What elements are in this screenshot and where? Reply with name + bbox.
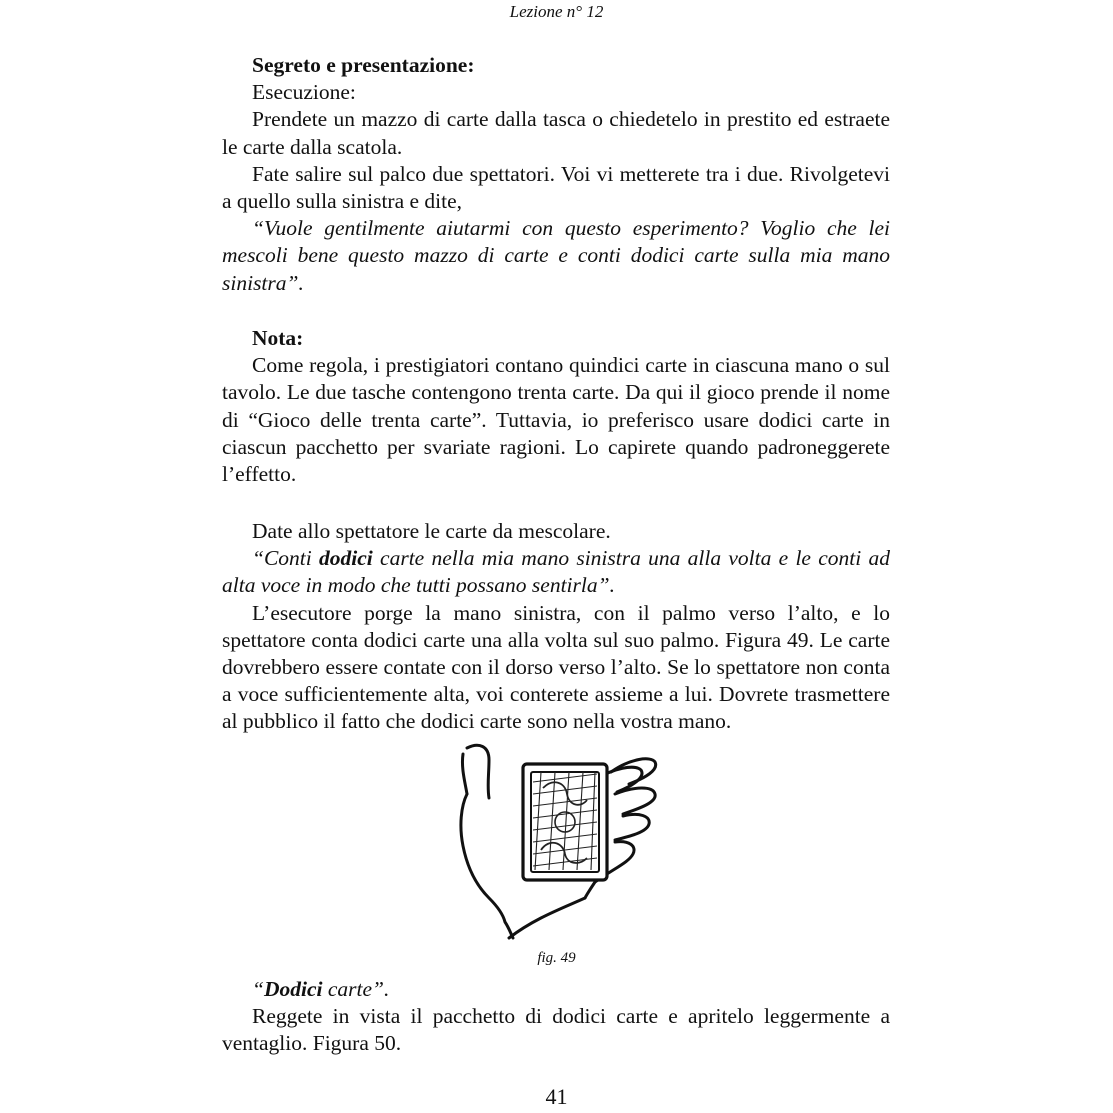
- figure-hand-with-cards: [445, 742, 665, 942]
- quote-text: carte”.: [322, 977, 390, 1001]
- quote-mark: “: [252, 977, 264, 1001]
- section-heading: Segreto e presentazione:: [252, 53, 475, 77]
- quote-paragraph: [222, 976, 890, 1003]
- paragraph: Fate salire sul palco due spettatori. Voi vi metterete tra i due. Rivolgetevi a quello sulla sinistra e dite,: [222, 161, 890, 214]
- page-number: 41: [545, 1084, 568, 1109]
- quote-emphasis: Dodici: [263, 977, 323, 1001]
- quote-paragraph: [222, 545, 890, 599]
- paragraph: Prendete un mazzo di carte dalla tasca o chiedetelo in prestito ed estraete le carte dalla scatola.: [222, 107, 890, 159]
- section-note: [222, 325, 890, 488]
- quote-text: “Conti: [252, 546, 320, 571]
- figure-caption: fig. 49: [537, 950, 576, 966]
- section-twelve-cards: [222, 976, 890, 1058]
- section-secret-presentation: [222, 52, 890, 297]
- paragraph: Date allo spettatore le carte da mescolare.: [252, 519, 611, 543]
- subheading: Esecuzione:: [252, 80, 356, 105]
- section-heading: Nota:: [252, 326, 304, 350]
- quote-emphasis: dodici: [319, 546, 373, 571]
- section-procedure: [222, 518, 890, 736]
- paragraph: Come regola, i prestigiatori contano quindici carte in ciascuna mano o sul tavolo. Le due tasche contengono trenta carte. Da qui il gioco prende il nome di “Gioco delle trenta carte”. Tuttavia, io preferisco usare dodici carte in ciascun pacchetto per svariate ragioni. Lo capirete quando padroneggerete l’effetto.: [222, 353, 890, 487]
- paragraph: L’esecutore porge la mano sinistra, con il palmo verso l’alto, e lo spettatore conta dodici carte una alla volta sul suo palmo. Figura 49. Le carte dovrebbero essere contate con il dorso verso l’alto. Se lo spettatore non conta a voce sufficientemente alta, voi conterete assieme a lui. Dovrete trasmettere al pubblico il fatto che dodici carte sono nella vostra mano.: [222, 600, 890, 734]
- running-head: Lezione n° 12: [509, 2, 604, 21]
- quote-text: carte nella mia mano sinistra una alla volta e le conti ad alta voce in modo che tutti possano sentirla”.: [222, 546, 891, 598]
- quote-paragraph: “Vuole gentilmente aiutarmi con questo esperimento? Voglio che lei mescoli bene questo mazzo di carte e conti dodici carte sulla mia mano sinistra”.: [222, 216, 890, 295]
- hand-holding-card-illustration: [445, 742, 665, 942]
- paragraph: Reggete in vista il pacchetto di dodici carte e apritelo leggermente a ventaglio. Figura 50.: [222, 1004, 890, 1056]
